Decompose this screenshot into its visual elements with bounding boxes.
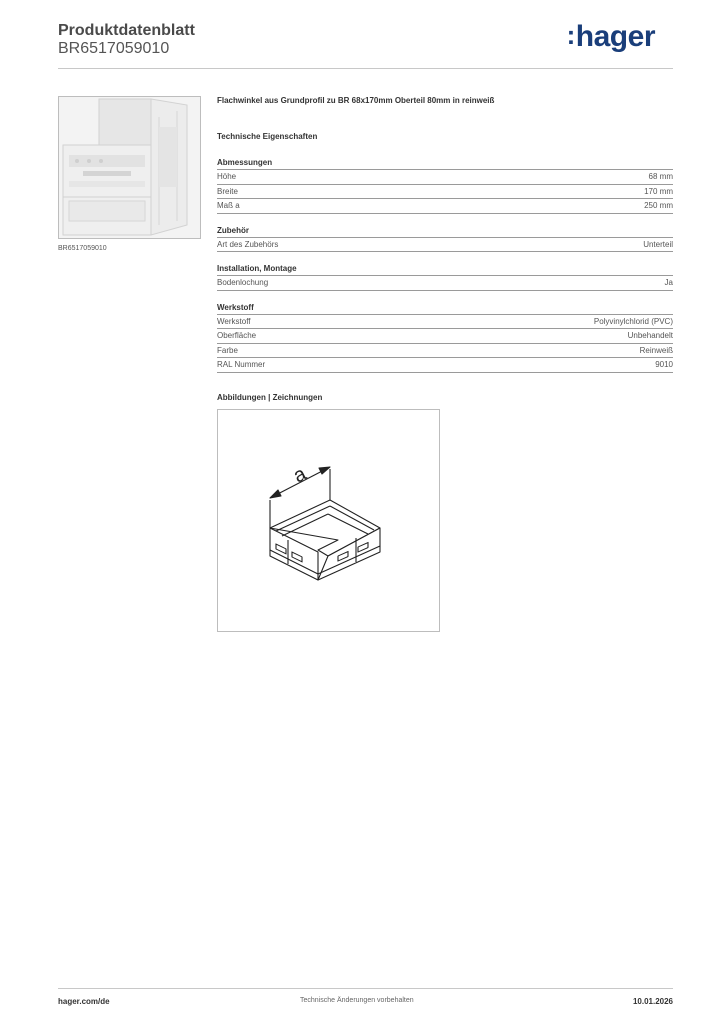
row-label: RAL Nummer <box>217 360 266 369</box>
table-row <box>217 276 673 291</box>
group-title-installation: Installation, Montage <box>217 264 673 276</box>
row-value: Polyvinylchlorid (PVC) <box>593 316 673 326</box>
row-label: Werkstoff <box>217 316 251 326</box>
group-title-material: Werkstoff <box>217 303 673 315</box>
hager-logo <box>567 20 655 54</box>
header-divider <box>58 68 673 69</box>
footer-date: 10.01.2026 <box>632 997 673 1006</box>
table-row <box>217 315 673 330</box>
footer-note: Technische Änderungen vorbehalten <box>300 997 414 1004</box>
table-row <box>217 170 673 185</box>
row-label: Breite <box>217 186 238 196</box>
row-value: 250 mm <box>644 201 673 210</box>
table-row <box>217 329 673 344</box>
product-code: BR6517059010 <box>58 40 170 57</box>
row-value: Unbehandelt <box>627 331 673 340</box>
technical-drawing <box>217 409 440 632</box>
row-label: Höhe <box>217 172 237 181</box>
row-label: Oberfläche <box>217 331 257 340</box>
table-row <box>217 238 673 253</box>
photo-caption: BR6517059010 <box>58 245 107 252</box>
product-photo <box>58 96 201 239</box>
group-title-accessory: Zubehör <box>217 226 673 238</box>
dimension-label-a: a <box>289 462 310 487</box>
row-label: Farbe <box>217 345 238 355</box>
table-row <box>217 199 673 214</box>
product-photo-image <box>59 97 201 239</box>
row-value: 68 mm <box>648 172 673 181</box>
main-content <box>217 96 673 632</box>
section-title-technical: Technische Eigenschaften <box>217 132 318 141</box>
row-value: Reinweiß <box>639 345 673 355</box>
section-title-images: Abbildungen | Zeichnungen <box>217 392 323 402</box>
footer-divider <box>58 988 673 989</box>
row-value: Unterteil <box>643 239 673 249</box>
row-value: 9010 <box>655 360 673 369</box>
row-label: Art des Zubehörs <box>217 239 279 249</box>
footer-website-link[interactable]: hager.com/de <box>58 997 110 1006</box>
group-title-dimensions: Abmessungen <box>217 158 673 170</box>
logo-text: hager <box>575 20 655 53</box>
page-header <box>58 20 673 70</box>
table-row <box>217 358 673 373</box>
table-row <box>217 344 673 359</box>
technical-drawing-image <box>218 410 439 631</box>
row-value: 170 mm <box>644 186 673 196</box>
table-row <box>217 185 673 200</box>
document-title: Produktdatenblatt <box>58 22 195 39</box>
row-label: Maß a <box>217 201 240 210</box>
product-description: Flachwinkel aus Grundprofil zu BR 68x170mm Oberteil 80mm in reinweiß <box>217 96 495 105</box>
row-label: Bodenlochung <box>217 278 269 287</box>
logo-colon: : <box>566 20 575 50</box>
row-value: Ja <box>664 278 673 287</box>
